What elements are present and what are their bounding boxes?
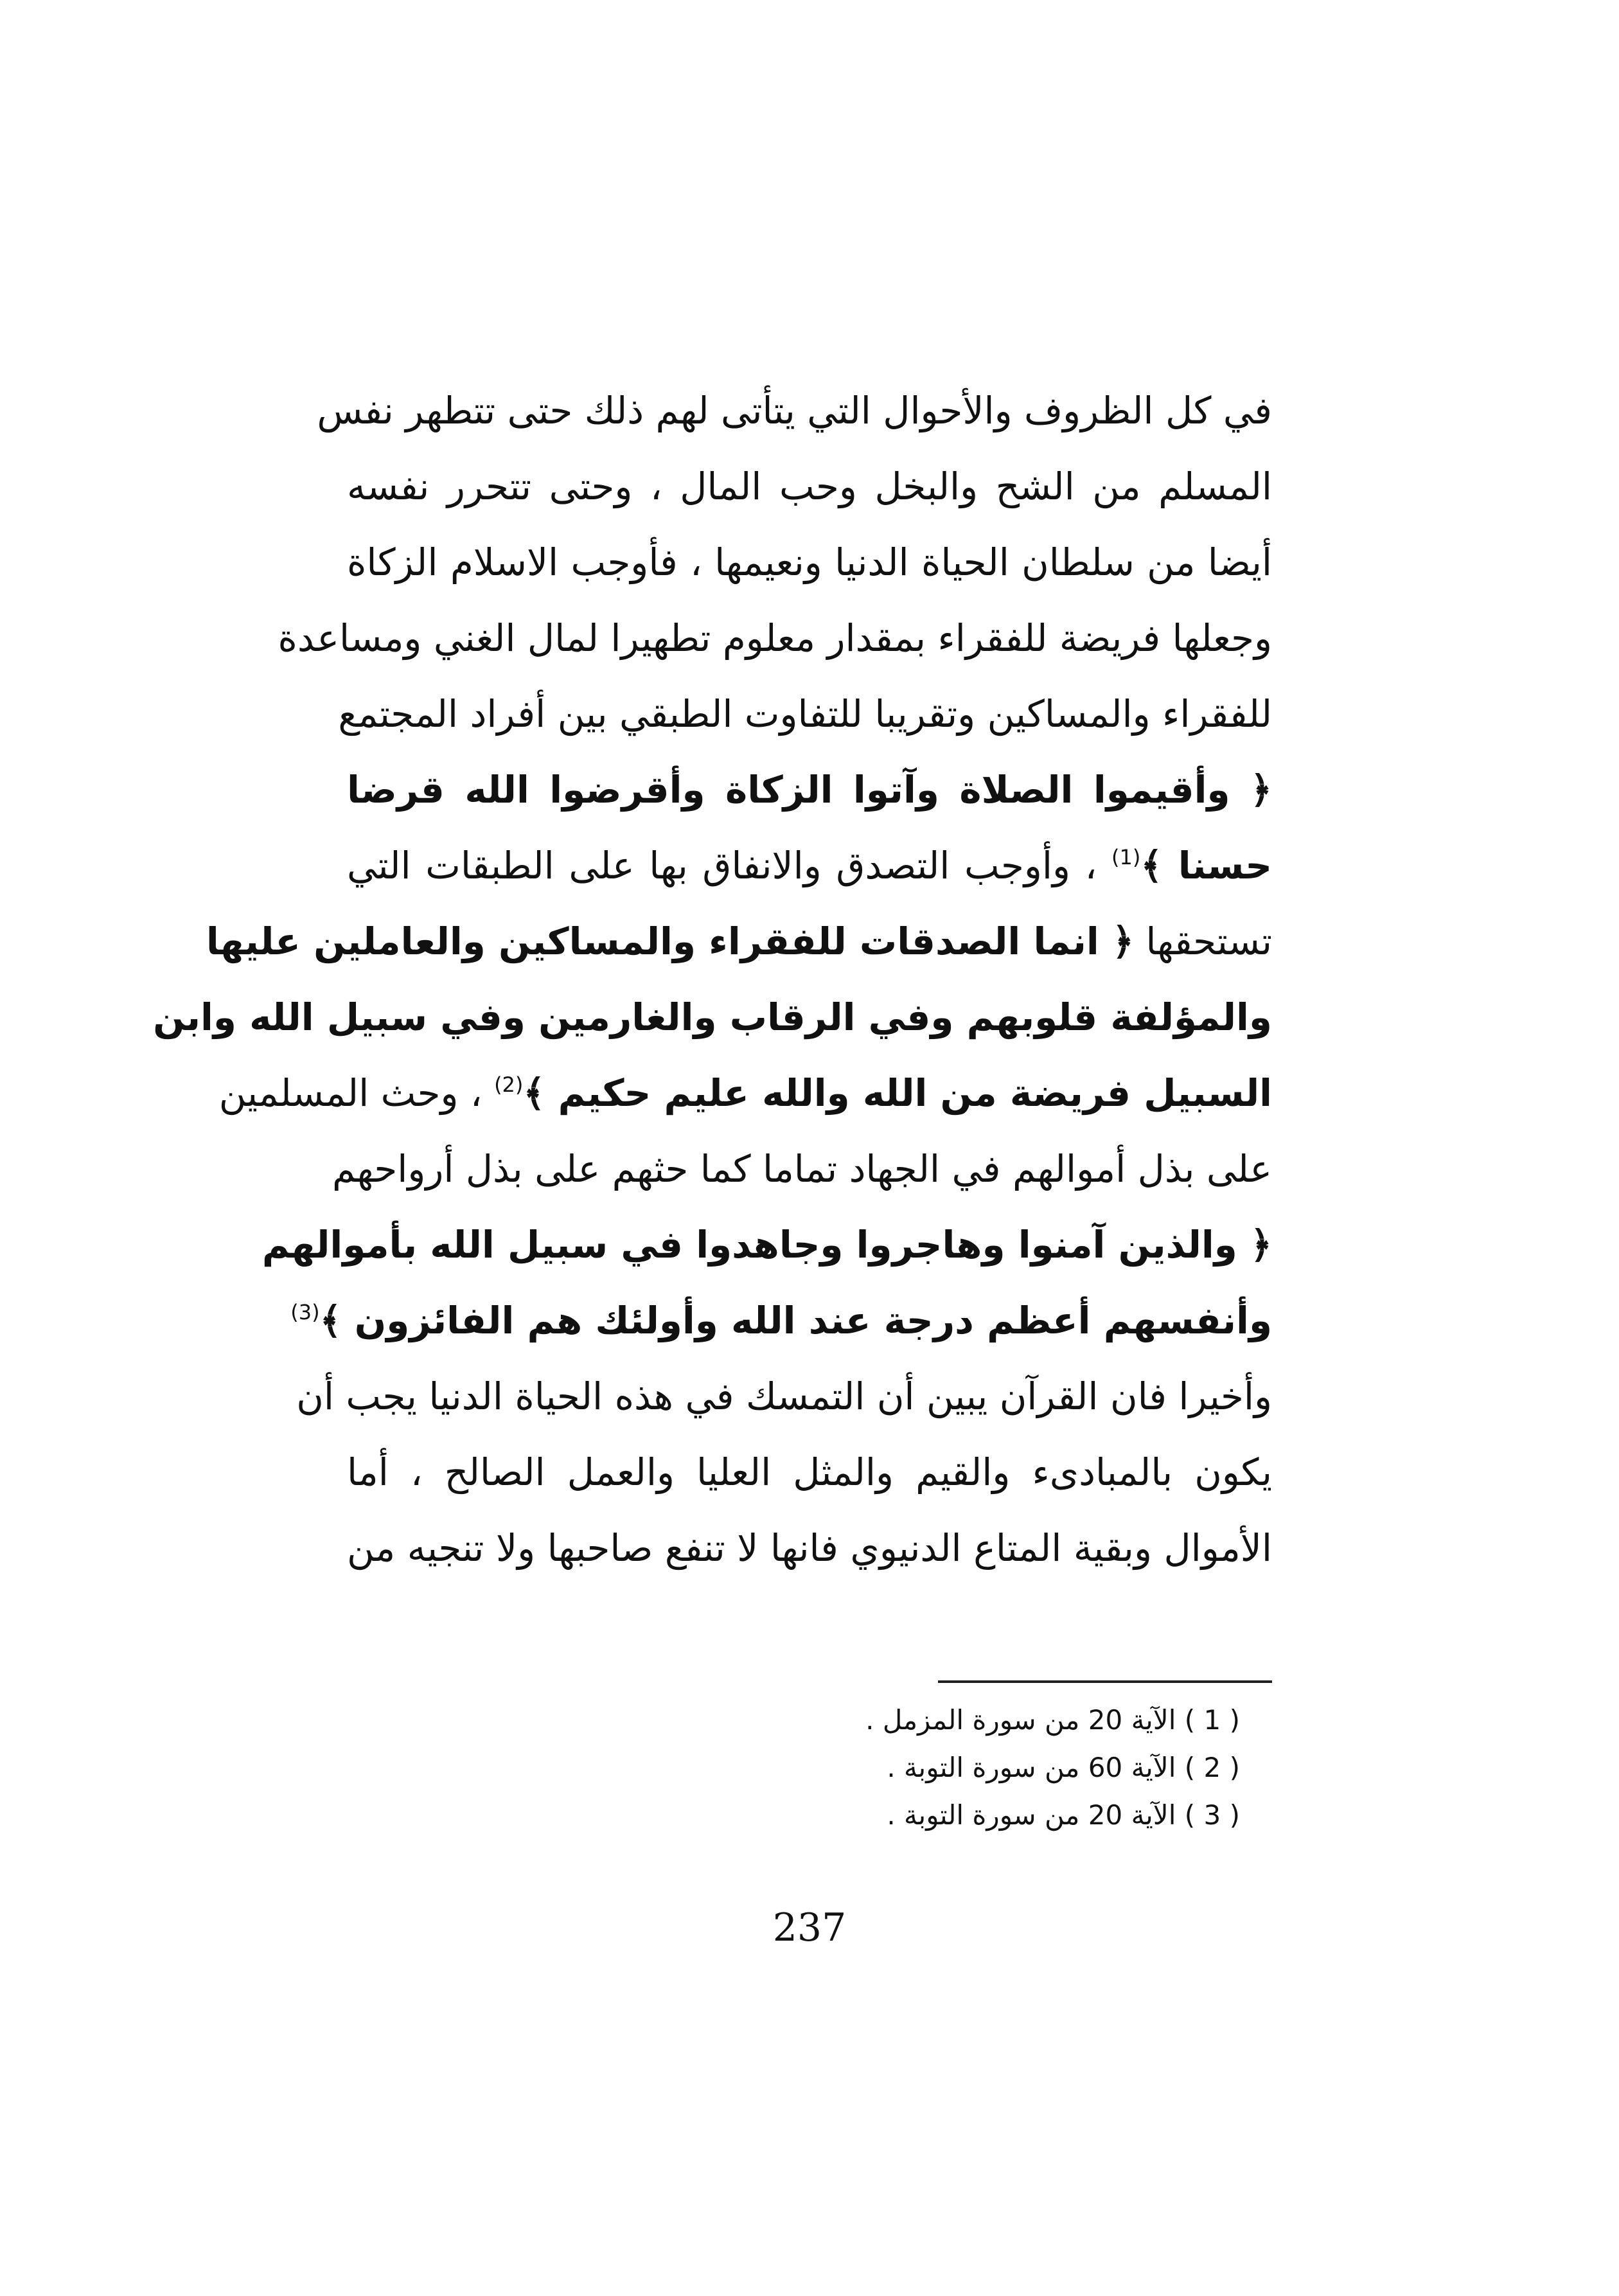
footnote: ( 1 ) الآية 20 من سورة المزمل . bbox=[865, 1704, 1240, 1736]
body-line: حسنا ﴾$^{(1)}$ ، وأوجب التصدق والانفاق بها على الطبقات التي bbox=[347, 844, 1273, 887]
quran-verse: والمؤلفة قلوبهم وفي الرقاب والغارمين وفي سبيل الله وابن bbox=[153, 995, 1272, 1039]
body-line: السبيل فريضة من الله والله عليم حكيم ﴾$^{(2)}$ ، وحث المسلمين bbox=[218, 1071, 1272, 1115]
body-line: تستحقها ﴿ انما الصدقات للفقراء والمساكين والعاملين عليها bbox=[206, 920, 1272, 963]
body-text bbox=[153, 373, 1273, 1586]
body-line: للفقراء والمساكين وتقريبا للتفاوت الطبقي بين أفراد المجتمع bbox=[338, 692, 1272, 736]
body-line: في كل الظروف والأحوال التي يتأتى لهم ذلك حتى تتطهر نفس bbox=[317, 389, 1272, 432]
body-line bbox=[290, 1283, 1272, 1358]
footnote-ref: (3) bbox=[290, 1300, 320, 1324]
footnote: ( 3 ) الآية 20 من سورة التوبة . bbox=[887, 1799, 1240, 1831]
body-line bbox=[261, 1207, 1272, 1283]
body-line bbox=[153, 979, 1272, 1055]
body-line: المسلم من الشح والبخل وحب المال ، وحتى تتحرر نفسه bbox=[347, 465, 1272, 508]
quran-verse: ﴿ والذين آمنوا وهاجروا وجاهدوا في سبيل الله بأموالهم bbox=[261, 1223, 1272, 1267]
body-line: أيضا من سلطان الحياة الدنيا ونعيمها ، فأوجب الاسلام الزكاة bbox=[347, 540, 1272, 584]
quran-verse: حسنا ﴾ bbox=[1140, 844, 1273, 887]
page-number: 237 bbox=[772, 1905, 847, 1950]
body-line: الأموال وبقية المتاع الدنيوي فانها لا تنفع صاحبها ولا تنجيه من bbox=[347, 1526, 1272, 1570]
body-line: وجعلها فريضة للفقراء بمقدار معلوم تطهيرا لمال الغني ومساعدة bbox=[278, 616, 1272, 660]
quran-verse: ﴿ انما الصدقات للفقراء والمساكين والعاملين عليها bbox=[206, 920, 1134, 963]
body-line: على بذل أموالهم في الجهاد تماما كما حثهم على بذل أرواحهم bbox=[332, 1147, 1272, 1191]
footnotes bbox=[707, 1696, 1240, 1839]
footnote: ( 2 ) الآية 60 من سورة التوبة . bbox=[887, 1752, 1240, 1783]
quran-verse: ﴿ وأقيموا الصلاة وآتوا الزكاة وأقرضوا الله قرضا bbox=[347, 768, 1272, 812]
footnote-ref: (1) bbox=[1111, 845, 1141, 869]
body-line: يكون بالمبادىء والقيم والمثل العليا والعمل الصالح ، أما bbox=[347, 1450, 1272, 1494]
footnote-ref: (2) bbox=[494, 1072, 524, 1097]
footnote-divider bbox=[938, 1680, 1272, 1683]
body-line: وأخيرا فان القرآن يبين أن التمسك في هذه الحياة الدنيا يجب أن bbox=[296, 1375, 1272, 1418]
body-line bbox=[347, 752, 1272, 828]
quran-verse: السبيل فريضة من الله والله عليم حكيم ﴾ bbox=[523, 1071, 1272, 1115]
quran-verse: وأنفسهم أعظم درجة عند الله وأولئك هم الفائزون ﴾ bbox=[319, 1299, 1272, 1342]
